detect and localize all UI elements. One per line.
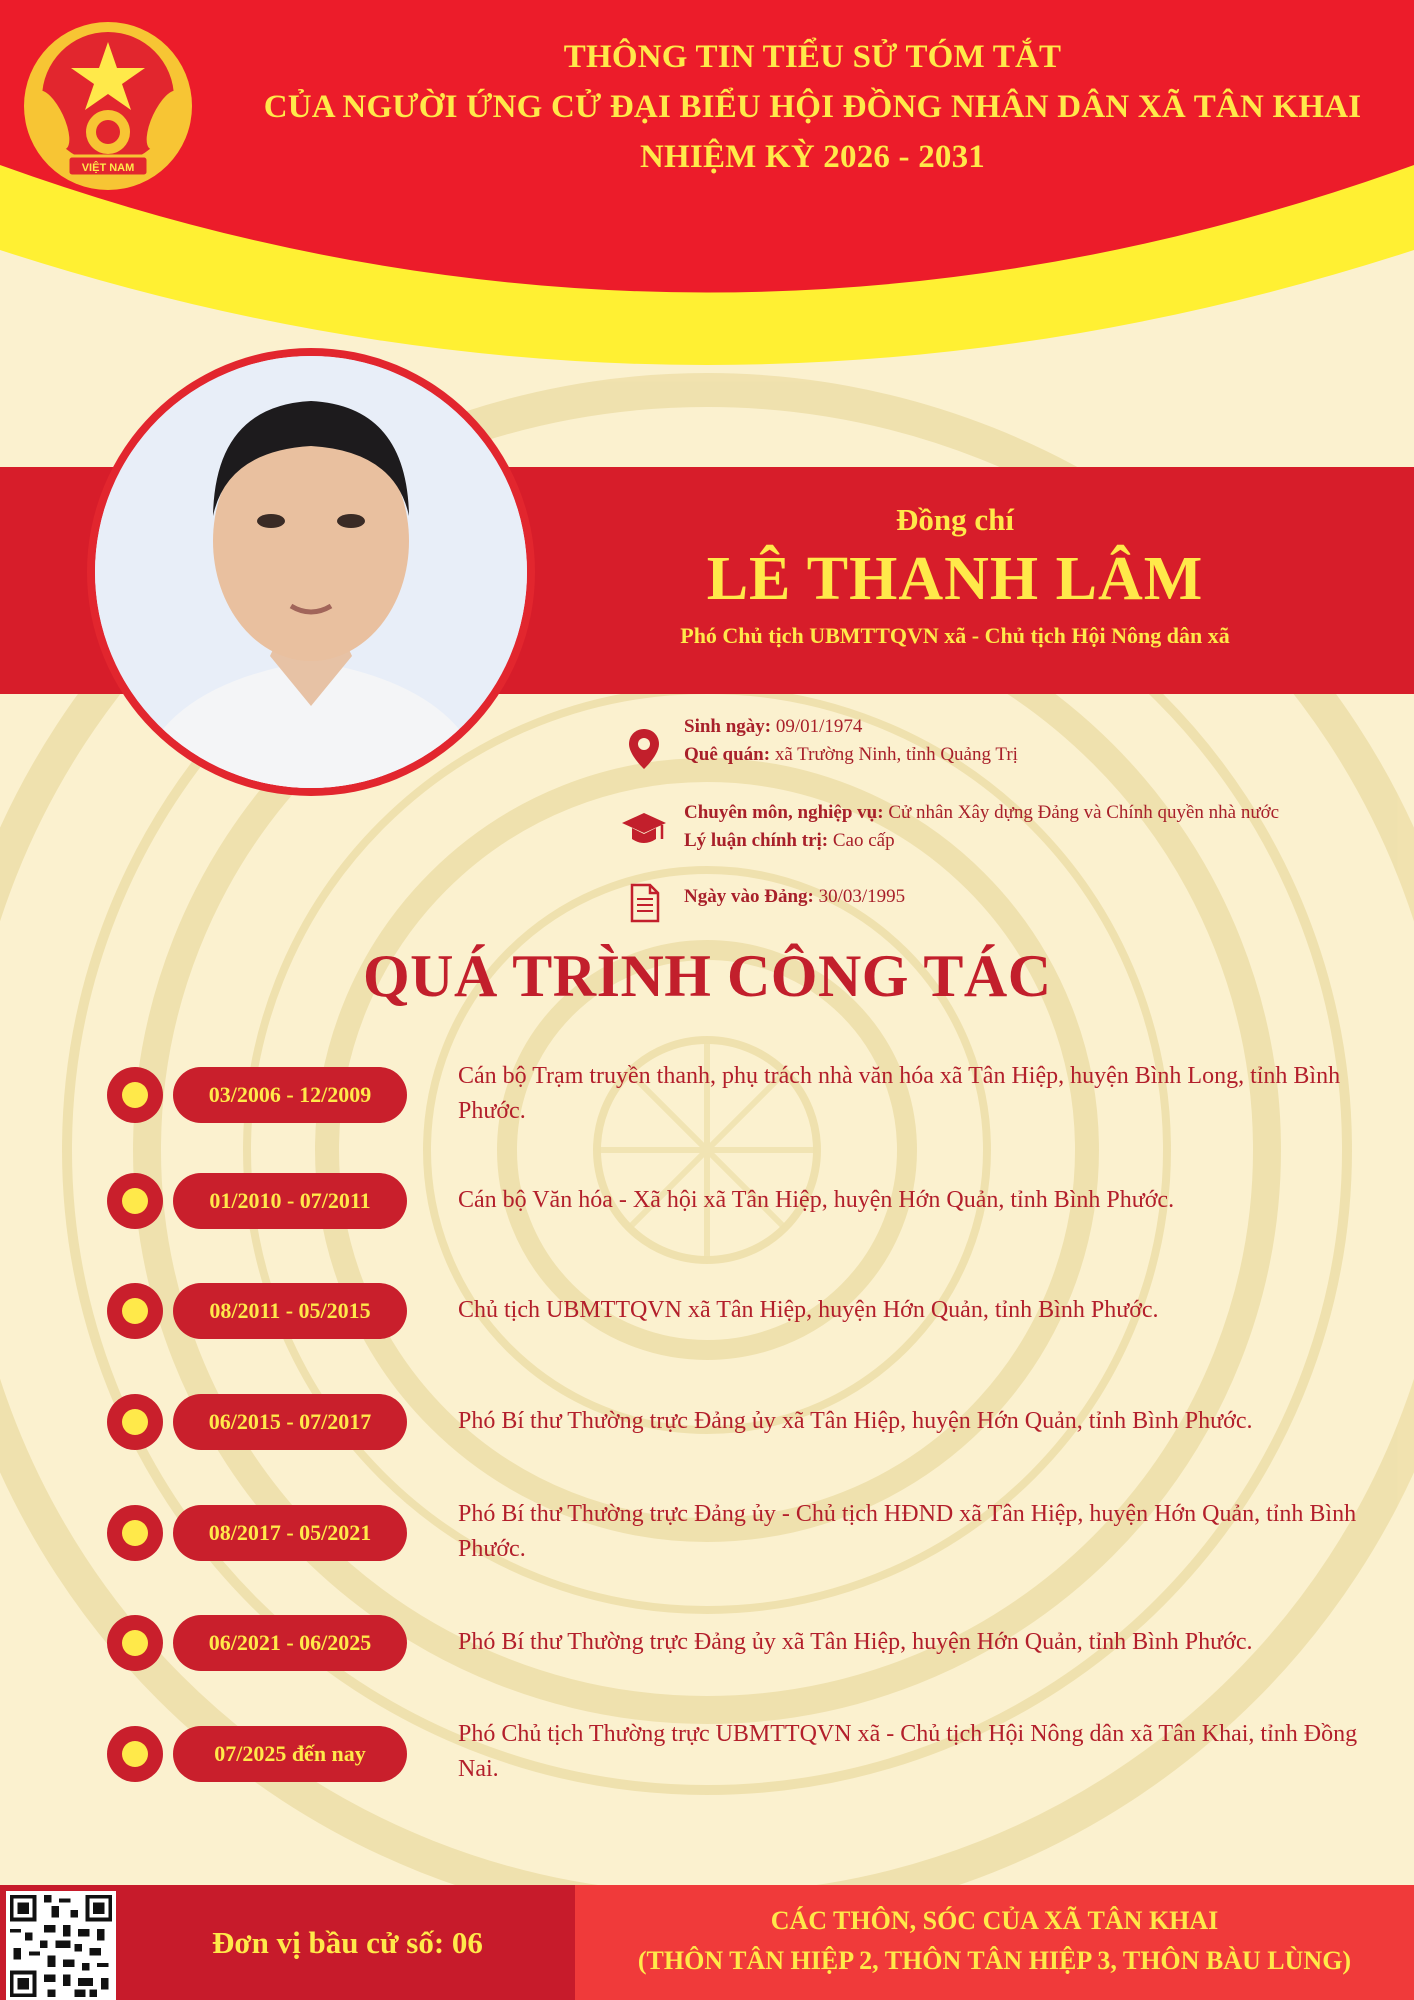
header-title-line2: CỦA NGƯỜI ỨNG CỬ ĐẠI BIỂU HỘI ĐỒNG NHÂN DÂN XÃ TÂN KHAI <box>263 89 1362 125</box>
timeline-text: Phó Bí thư Thường trực Đảng ủy xã Tân Hiệp, huyện Hớn Quản, tỉnh Bình Phước. <box>458 1629 1253 1655</box>
timeline-dot <box>107 1505 163 1561</box>
document-icon <box>620 879 668 927</box>
timeline-dot <box>107 1615 163 1671</box>
specialty-value: Cử nhân Xây dựng Đảng và Chính quyền nhà nước <box>888 802 1280 823</box>
candidate-name-block <box>560 500 1350 654</box>
timeline-period: 06/2021 - 06/2025 <box>173 1615 407 1671</box>
work-history-heading: QUÁ TRÌNH CÔNG TÁC <box>363 943 1052 1009</box>
timeline-item <box>0 1501 1414 1565</box>
candidate-position: Phó Chủ tịch UBMTTQVN xã - Chủ tịch Hội Nông dân xã <box>680 623 1230 648</box>
timeline-dot <box>107 1394 163 1450</box>
party-value: 30/03/1995 <box>818 886 906 907</box>
specialty-label: Chuyên môn, nghiệp vụ: <box>684 802 884 823</box>
hometown-value: xã Trường Ninh, tỉnh Quảng Trị <box>774 744 1018 765</box>
candidate-portrait <box>95 356 527 788</box>
header-titles <box>215 32 1410 182</box>
timeline-text: Chủ tịch UBMTTQVN xã Tân Hiệp, huyện Hớn Quản, tỉnh Bình Phước. <box>458 1297 1159 1323</box>
election-unit-label: Đơn vị bầu cử số: 06 <box>212 1925 483 1960</box>
header-title-line3: NHIỆM KỲ 2026 - 2031 <box>640 139 985 175</box>
area-line2: (THÔN TÂN HIỆP 2, THÔN TÂN HIỆP 3, THÔN BÀU LÙNG) <box>637 1946 1352 1975</box>
timeline-text: Cán bộ Trạm truyền thanh, phụ trách nhà văn hóa xã Tân Hiệp, huyện Bình Long, tỉnh Bình Phước. <box>458 1063 1341 1124</box>
politics-label: Lý luận chính trị: <box>684 830 829 851</box>
qr-code[interactable] <box>6 1891 116 2000</box>
footer <box>0 1885 1414 2000</box>
hometown-label: Quê quán: <box>684 744 771 765</box>
timeline-item <box>0 1394 1414 1454</box>
timeline-period: 08/2017 - 05/2021 <box>173 1505 407 1561</box>
location-pin-icon <box>620 725 668 773</box>
party-label: Ngày vào Đảng: <box>684 886 814 907</box>
timeline-item <box>0 1721 1414 1786</box>
timeline-item <box>0 1283 1414 1343</box>
timeline-period: 03/2006 - 12/2009 <box>173 1067 407 1123</box>
header-title-line1: THÔNG TIN TIỂU SỬ TÓM TẮT <box>563 39 1062 75</box>
national-emblem-icon <box>22 20 194 192</box>
area-line1: CÁC THÔN, SÓC CỦA XÃ TÂN KHAI <box>770 1906 1219 1935</box>
graduation-cap-icon <box>620 805 668 853</box>
politics-value: Cao cấp <box>832 830 895 851</box>
timeline-dot <box>107 1173 163 1229</box>
footer-area-panel <box>575 1885 1414 2000</box>
birth-label: Sinh ngày: <box>684 716 772 737</box>
candidate-name: LÊ THANH LÂM <box>706 545 1204 613</box>
svg-text:VIỆT NAM: VIỆT NAM <box>81 162 135 174</box>
timeline-item <box>0 1063 1414 1127</box>
honorific: Đồng chí <box>896 502 1014 537</box>
timeline-period: 08/2011 - 05/2015 <box>173 1283 407 1339</box>
timeline-text: Cán bộ Văn hóa - Xã hội xã Tân Hiệp, huyện Hớn Quản, tỉnh Bình Phước. <box>458 1187 1175 1213</box>
timeline-dot <box>107 1726 163 1782</box>
timeline-item <box>0 1615 1414 1675</box>
timeline-text: Phó Bí thư Thường trực Đảng ủy - Chủ tịch HĐND xã Tân Hiệp, huyện Hớn Quản, tỉnh Bình Phước. <box>458 1501 1357 1562</box>
birth-value: 09/01/1974 <box>775 716 863 737</box>
timeline-period: 07/2025 đến nay <box>173 1726 407 1782</box>
timeline-dot <box>107 1283 163 1339</box>
timeline-item <box>0 1173 1414 1233</box>
timeline-period: 06/2015 - 07/2017 <box>173 1394 407 1450</box>
timeline-dot <box>107 1067 163 1123</box>
timeline-text: Phó Bí thư Thường trực Đảng ủy xã Tân Hiệp, huyện Hớn Quản, tỉnh Bình Phước. <box>458 1408 1253 1434</box>
timeline-text: Phó Chủ tịch Thường trực UBMTTQVN xã - Chủ tịch Hội Nông dân xã Tân Khai, tỉnh Đồng Nai. <box>458 1721 1358 1782</box>
footer-unit-panel <box>0 1885 575 2000</box>
timeline-period: 01/2010 - 07/2011 <box>173 1173 407 1229</box>
